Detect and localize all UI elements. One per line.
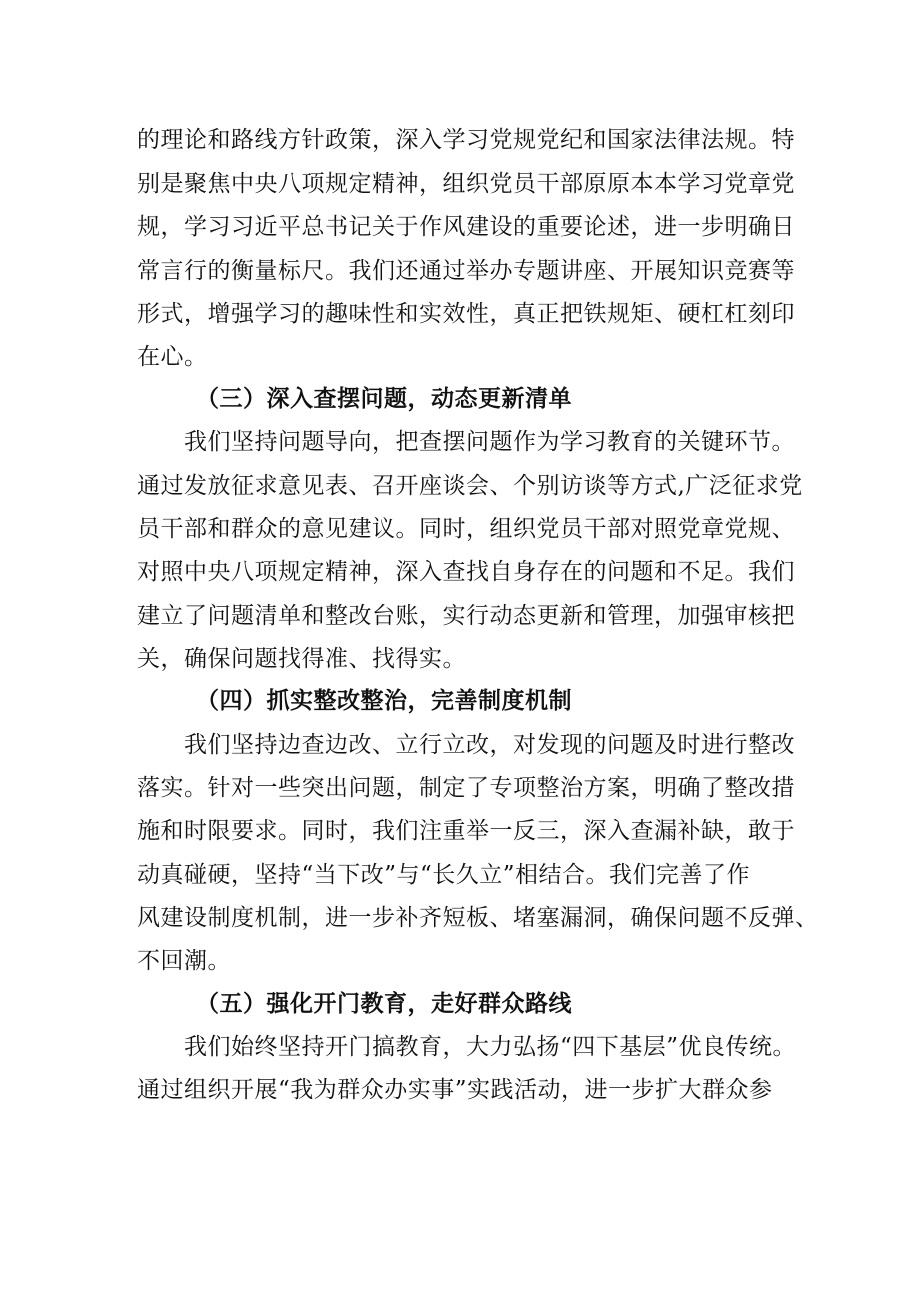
paragraph-line: 关，确保问题找得准、找得实。 [137, 646, 466, 672]
paragraph-line: 通过发放征求意见表、召开座谈会、个别访谈等方式,广泛征求党 [137, 473, 803, 499]
paragraph-line: 落实。针对一些突出问题，制定了专项整治方案，明确了整改措 [137, 775, 795, 801]
paragraph-line: 对照中央八项规定精神，深入查找自身存在的问题和不足。我们 [137, 559, 795, 585]
paragraph-line: 我们坚持边查边改、立行立改，对发现的问题及时进行整改 [184, 732, 795, 758]
paragraph-line: 我们始终坚持开门搞教育，大力弘扬“四下基层”优良传统。 [184, 1034, 797, 1060]
paragraph-line: 风建设制度机制，进一步补齐短板、堵塞漏洞，确保问题不反弹、 [137, 905, 819, 931]
paragraph-line: 在心。 [137, 344, 208, 370]
paragraph-line: 形式，增强学习的趣味性和实效性，真正把铁规矩、硬杠杠刻印 [137, 301, 795, 327]
paragraph-line: 动真碰硬，坚持“当下改”与“长久立”相结合。我们完善了作 [137, 862, 751, 888]
paragraph-line: 规，学习习近平总书记关于作风建设的重要论述，进一步明确日 [137, 214, 795, 240]
paragraph-line: 别是聚焦中央八项规定精神，组织党员干部原原本本学习党章党 [137, 171, 795, 197]
paragraph-line: 员干部和群众的意见建议。同时，组织党员干部对照党章党规、 [137, 516, 795, 542]
paragraph-line: 常言行的衡量标尺。我们还通过举办专题讲座、开展知识竞赛等 [137, 258, 795, 284]
paragraph-line: 的理论和路线方针政策，深入学习党规党纪和国家法律法规。特 [137, 127, 795, 153]
paragraph-line: 我们坚持问题导向，把查摆问题作为学习教育的关键环节。 [184, 429, 795, 455]
paragraph-line: 通过组织开展“我为群众办实事”实践活动，进一步扩大群众参 [137, 1077, 773, 1103]
section-heading-5: （五）强化开门教育，走好群众路线 [196, 991, 572, 1017]
paragraph-line: 施和时限要求。同时，我们注重举一反三，深入查漏补缺，敢于 [137, 818, 795, 844]
section-heading-4: （四）抓实整改整治，完善制度机制 [196, 688, 572, 714]
paragraph-line: 建立了问题清单和整改台账，实行动态更新和管理，加强审核把 [137, 603, 795, 629]
section-heading-3: （三）深入查摆问题，动态更新清单 [196, 386, 572, 412]
paragraph-line: 不回潮。 [137, 948, 231, 974]
